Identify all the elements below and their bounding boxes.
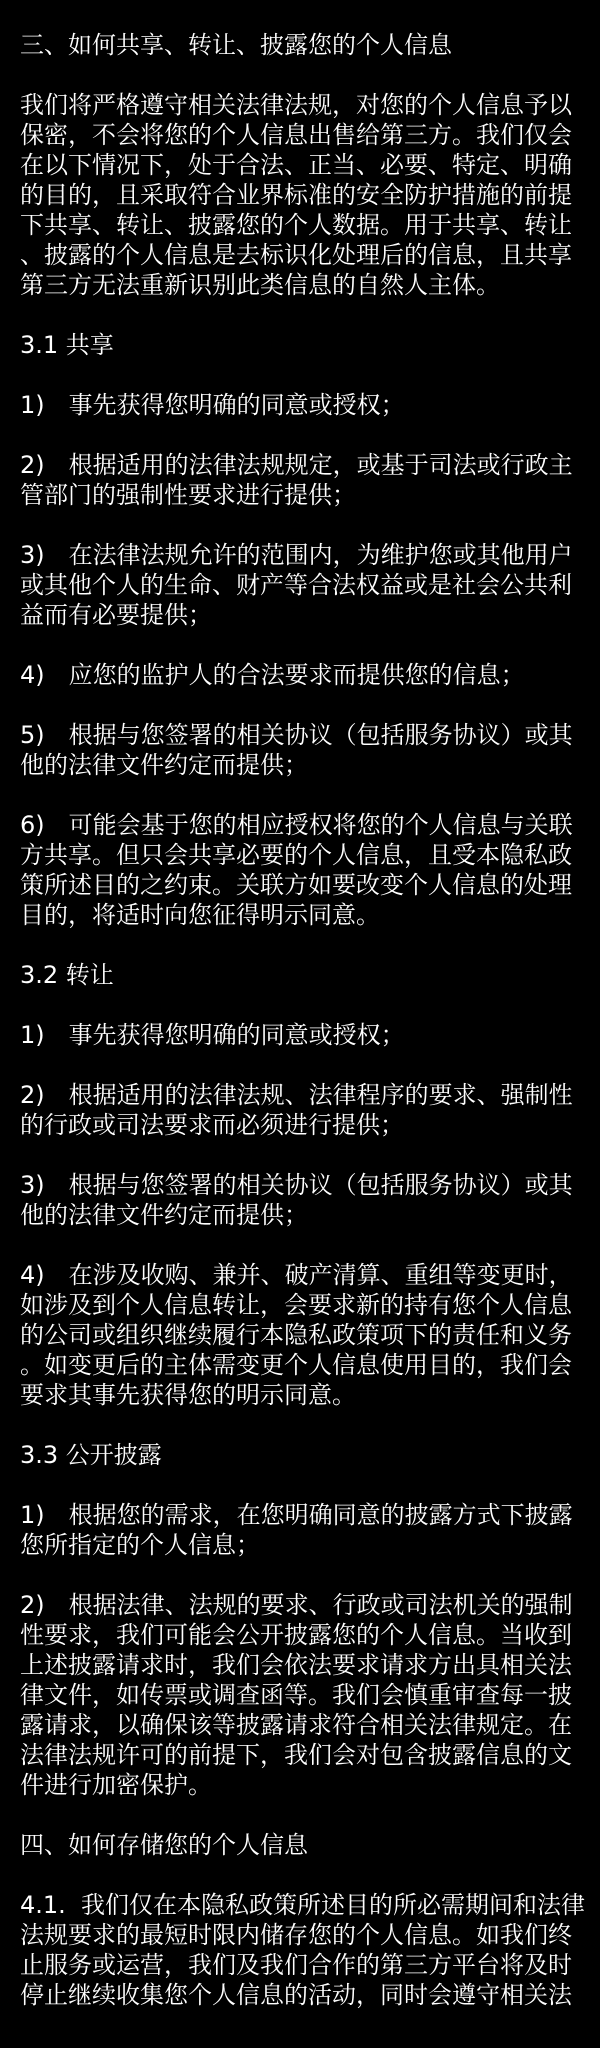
section-3-intro-paragraph <box>20 90 580 300</box>
text-line: 3.3 公开披露 <box>20 1441 162 1469</box>
text-line: 第三方无法重新识别此类信息的自然人主体。 <box>20 271 500 299</box>
text-line: 6) 可能会基于您的相应授权将您的个人信息与关联 <box>20 811 573 839</box>
text-line: 4) 应您的监护人的合法要求而提供您的信息； <box>20 661 525 689</box>
section-3-1-item-6 <box>20 810 580 930</box>
text-line: 1) 事先获得您明确的同意或授权； <box>20 391 405 419</box>
text-line: 止服务或运营，我们及我们合作的第三方平台将及时 <box>20 1951 572 1979</box>
section-3-1-item-3 <box>20 540 580 630</box>
section-3-3-item-2 <box>20 1590 580 1800</box>
text-line: 、披露的个人信息是去标识化处理后的信息，且共享 <box>20 241 572 269</box>
text-line: 方共享。但只会共享必要的个人信息，且受本隐私政 <box>20 841 572 869</box>
text-line: 三、如何共享、转让、披露您的个人信息 <box>20 31 452 59</box>
text-line: 下共享、转让、披露您的个人数据。用于共享、转让 <box>20 211 572 239</box>
text-line: 保密，不会将您的个人信息出售给第三方。我们仅会 <box>20 121 572 149</box>
section-3-2-item-4 <box>20 1260 580 1410</box>
text-line: 3.1 共享 <box>20 331 114 359</box>
section-3-2-item-1 <box>20 1020 580 1050</box>
text-line: 5) 根据与您签署的相关协议（包括服务协议）或其 <box>20 721 573 749</box>
text-line: 性要求，我们可能会公开披露您的个人信息。当收到 <box>20 1621 572 1649</box>
text-line: 益而有必要提供； <box>20 601 212 629</box>
text-line: 件进行加密保护。 <box>20 1771 212 1799</box>
section-3-heading <box>20 30 580 60</box>
text-line: 的行政或司法要求而必须进行提供； <box>20 1111 404 1139</box>
text-line: 2) 根据适用的法律法规、法律程序的要求、强制性 <box>20 1081 573 1109</box>
text-line: 管部门的强制性要求进行提供； <box>20 481 356 509</box>
text-line: 四、如何存储您的个人信息 <box>20 1831 308 1859</box>
section-3-1-item-2 <box>20 450 580 510</box>
text-line: 律文件，如传票或调查函等。我们会慎重审查每一披 <box>20 1681 572 1709</box>
text-line: 。如变更后的主体需变更个人信息使用目的，我们会 <box>20 1351 572 1379</box>
text-line: 3) 根据与您签署的相关协议（包括服务协议）或其 <box>20 1171 573 1199</box>
text-line: 4) 在涉及收购、兼并、破产清算、重组等变更时， <box>20 1261 573 1289</box>
text-line: 上述披露请求时，我们会依法要求请求方出具相关法 <box>20 1651 572 1679</box>
text-line: 要求其事先获得您的明示同意。 <box>20 1381 356 1409</box>
section-3-1-item-5 <box>20 720 580 780</box>
text-line: 您所指定的个人信息； <box>20 1531 260 1559</box>
section-4-heading <box>20 1830 580 1860</box>
text-line: 的目的，且采取符合业界标准的安全防护措施的前提 <box>20 181 572 209</box>
section-3-1-item-1 <box>20 390 580 420</box>
text-line: 他的法律文件约定而提供； <box>20 1201 308 1229</box>
text-line: 3) 在法律法规允许的范围内，为维护您或其他用户 <box>20 541 573 569</box>
text-line: 2) 根据法律、法规的要求、行政或司法机关的强制 <box>20 1591 573 1619</box>
section-3-2-item-3 <box>20 1170 580 1230</box>
section-3-2-item-2 <box>20 1080 580 1140</box>
text-line: 3.2 转让 <box>20 961 114 989</box>
text-line: 停止继续收集您个人信息的活动，同时会遵守相关法 <box>20 1981 572 2009</box>
text-line: 在以下情况下，处于合法、正当、必要、特定、明确 <box>20 151 572 179</box>
text-line: 策所述目的之约束。关联方如要改变个人信息的处理 <box>20 871 572 899</box>
policy-content <box>20 30 586 2010</box>
section-3-3-heading <box>20 1440 580 1470</box>
text-line: 法律法规许可的前提下，我们会对包含披露信息的文 <box>20 1741 572 1769</box>
section-4-1-paragraph <box>20 1890 586 2010</box>
section-3-1-item-4 <box>20 660 580 690</box>
text-line: 1) 根据您的需求，在您明确同意的披露方式下披露 <box>20 1501 573 1529</box>
text-line: 4.1. 我们仅在本隐私政策所述目的所必需期间和法律 <box>20 1891 586 1919</box>
text-line: 1) 事先获得您明确的同意或授权； <box>20 1021 405 1049</box>
section-3-2-heading <box>20 960 580 990</box>
text-line: 法规要求的最短时限内储存您的个人信息。如我们终 <box>20 1921 572 1949</box>
section-3-3-item-1 <box>20 1500 580 1560</box>
section-3-1-heading <box>20 330 580 360</box>
text-line: 的公司或组织继续履行本隐私政策项下的责任和义务 <box>20 1321 572 1349</box>
text-line: 露请求，以确保该等披露请求符合相关法律规定。在 <box>20 1711 572 1739</box>
text-line: 我们将严格遵守相关法律法规，对您的个人信息予以 <box>20 91 572 119</box>
text-line: 2) 根据适用的法律法规规定，或基于司法或行政主 <box>20 451 573 479</box>
text-line: 如涉及到个人信息转让，会要求新的持有您个人信息 <box>20 1291 572 1319</box>
text-line: 他的法律文件约定而提供； <box>20 751 308 779</box>
text-line: 或其他个人的生命、财产等合法权益或是社会公共利 <box>20 571 572 599</box>
text-line: 目的，将适时向您征得明示同意。 <box>20 901 380 929</box>
